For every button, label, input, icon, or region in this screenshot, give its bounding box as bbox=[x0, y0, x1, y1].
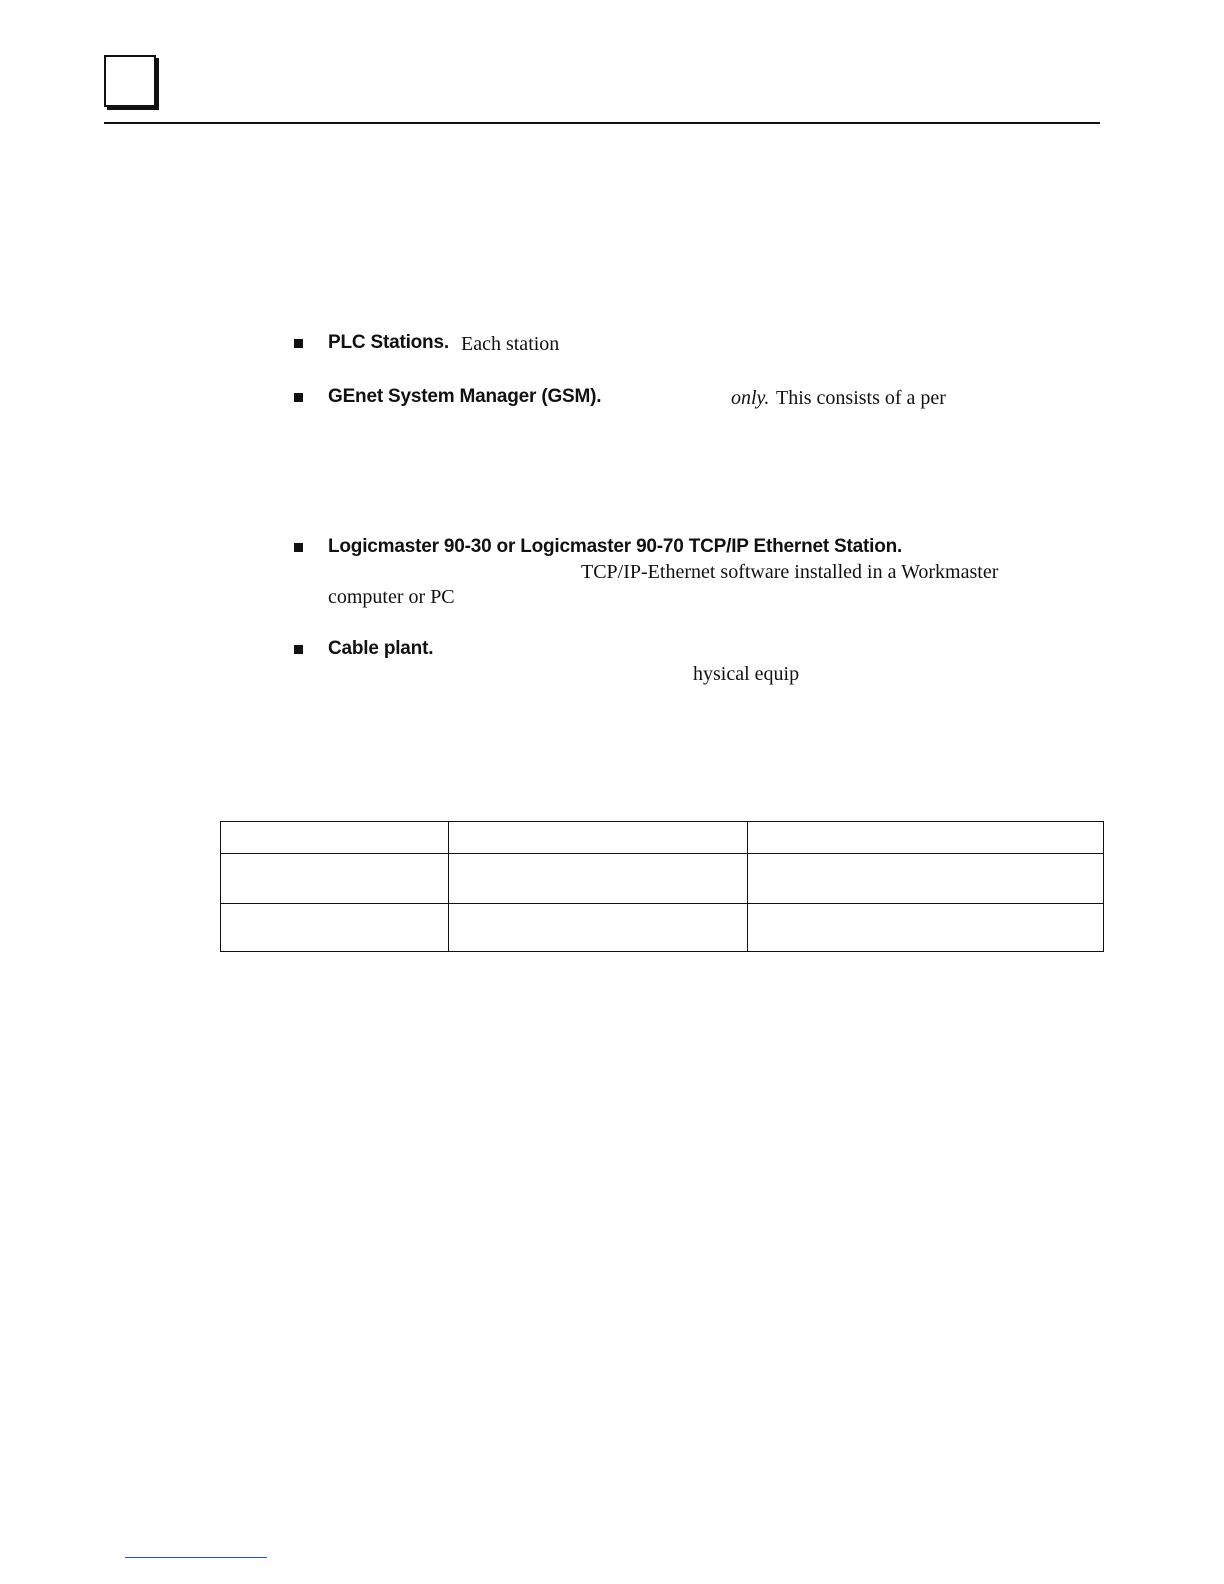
table-cell bbox=[748, 904, 1104, 952]
bullet-gsm-italic: only. bbox=[731, 387, 770, 409]
table-row bbox=[221, 904, 1104, 952]
table-row bbox=[221, 822, 1104, 854]
table-cell bbox=[221, 854, 449, 904]
bullet-logicmaster-line3: computer or PC bbox=[328, 586, 455, 608]
table-cell bbox=[748, 822, 1104, 854]
footer-link-underline[interactable] bbox=[125, 1557, 267, 1558]
bullet-plc-text: Each station bbox=[461, 333, 560, 355]
table-row bbox=[221, 854, 1104, 904]
bullet-logicmaster-line2: TCP/IP-Ethernet software installed in a Workmaster bbox=[581, 561, 999, 583]
bullet-marker bbox=[294, 393, 303, 402]
table-cell bbox=[221, 822, 449, 854]
bullet-marker bbox=[294, 543, 303, 552]
bullet-gsm-text: This consists of a per bbox=[776, 387, 946, 409]
bullet-cable-title: Cable plant. bbox=[328, 638, 434, 659]
table-cell bbox=[748, 854, 1104, 904]
bullet-marker bbox=[294, 645, 303, 654]
table-cell bbox=[449, 822, 748, 854]
table-cell bbox=[449, 854, 748, 904]
bullet-cable-line2: hysical equip bbox=[693, 663, 800, 685]
bullet-gsm-title: GEnet System Manager (GSM). bbox=[328, 386, 602, 407]
bullet-plc-title: PLC Stations. bbox=[328, 332, 449, 353]
bullet-marker bbox=[294, 339, 303, 348]
bullet-logicmaster-title: Logicmaster 90-30 or Logicmaster 90-70 TCP/IP Ethernet Station. bbox=[328, 536, 903, 557]
table-cell bbox=[221, 904, 449, 952]
component-table bbox=[220, 821, 1104, 952]
table-cell bbox=[449, 904, 748, 952]
chapter-tab-box bbox=[104, 55, 156, 107]
header-rule bbox=[104, 122, 1100, 124]
